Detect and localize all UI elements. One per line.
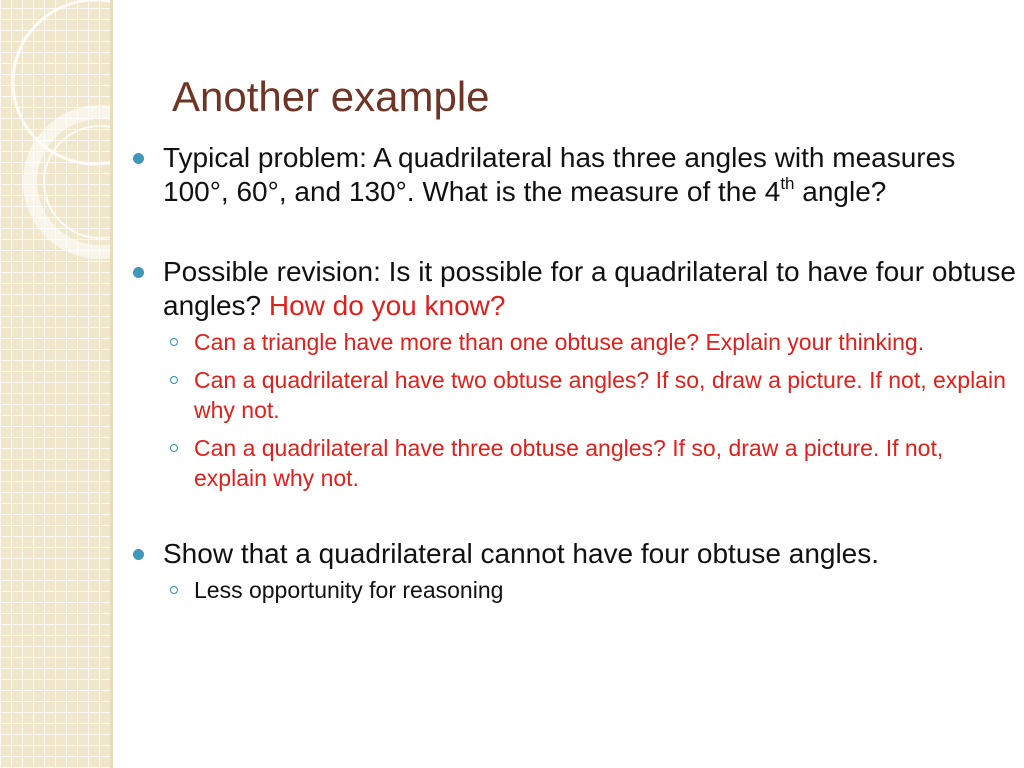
- ring-bullet-icon: [170, 338, 178, 346]
- subbullet-list: [133, 575, 1018, 605]
- ordinal-superscript: th: [780, 173, 795, 193]
- bullet-possible-revision: [133, 255, 1018, 323]
- subbullet-text: Can a quadrilateral have three obtuse angles? If so, draw a picture. If not, explain why not.: [194, 435, 944, 491]
- ring-bullet-icon: [170, 376, 178, 384]
- slide-content: [133, 141, 1018, 613]
- bullet-text-end: angle?: [794, 176, 887, 207]
- bullet-text: Possible revision: Is it possible for a quadrilateral to have four obtuse angles?: [163, 256, 1016, 321]
- decorative-side-panel: [0, 0, 110, 768]
- highlight-question: How do you know?: [268, 290, 506, 321]
- bullet-dot-icon: [133, 549, 144, 560]
- subbullet-list: [133, 327, 1018, 493]
- subbullet-text: Can a quadrilateral have two obtuse angles? If so, draw a picture. If not, explain why not.: [194, 367, 1006, 423]
- bullet-show-that: [133, 537, 1018, 571]
- subbullet-item: [163, 433, 1018, 493]
- bullet-dot-icon: [133, 267, 144, 278]
- slide-title: Another example: [172, 73, 490, 120]
- subbullet-text: Can a triangle have more than one obtuse angle? Explain your thinking.: [194, 329, 925, 355]
- bullet-text: Show that a quadrilateral cannot have four obtuse angles.: [163, 538, 880, 569]
- ring-bullet-icon: [170, 586, 178, 594]
- decorative-circles: [0, 0, 110, 768]
- ring-bullet-icon: [170, 444, 178, 452]
- bullet-text: Typical problem: A quadrilateral has three angles with measures 100°, 60°, and 130°. What is the measure of the 4: [163, 142, 956, 207]
- subbullet-item: [163, 327, 1018, 357]
- subbullet-item: [163, 575, 1018, 605]
- subbullet-text: Less opportunity for reasoning: [194, 577, 504, 603]
- bullet-typical-problem: [133, 141, 1018, 209]
- subbullet-item: [163, 365, 1018, 425]
- bullet-dot-icon: [133, 153, 144, 164]
- side-panel-edge: [110, 0, 113, 768]
